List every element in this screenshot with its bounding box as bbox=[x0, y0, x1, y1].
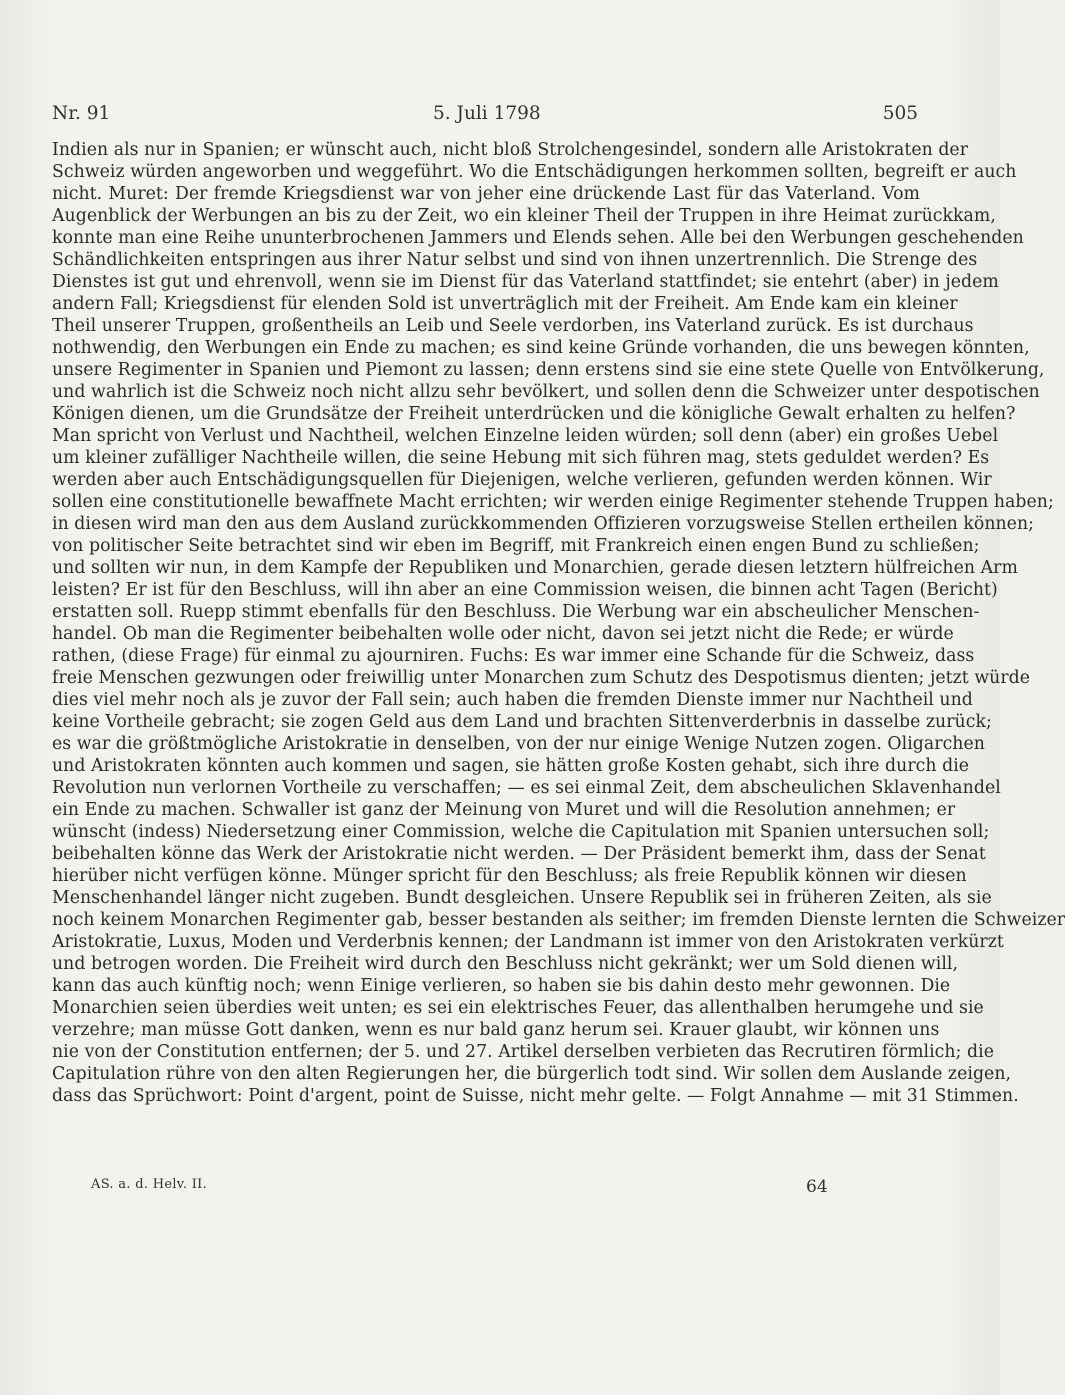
body-text bbox=[52, 139, 1065, 1107]
text-line: und wahrlich ist die Schweiz noch nicht allzu sehr bevölkert, und sollen denn die Schweizer unter despotischen bbox=[52, 382, 1040, 402]
text-line: beibehalten könne das Werk der Aristokratie nicht werden. — Der Präsident bemerkt ihm, dass der Senat bbox=[52, 844, 986, 864]
text-line: Theil unserer Truppen, großentheils an Leib und Seele verdorben, ins Vaterland zurück. Es ist durchaus bbox=[52, 316, 974, 336]
text-line: verzehre; man müsse Gott danken, wenn es nur bald ganz herum sei. Krauer glaubt, wir können uns bbox=[52, 1020, 940, 1040]
text-line: handel. Ob man die Regimenter beibehalten wolle oder nicht, davon sei jetzt nicht die Rede; er würde bbox=[52, 624, 954, 644]
text-line: unsere Regimenter in Spanien und Piemont zu lassen; denn erstens sind sie eine stete Quelle von Entvölkerung, bbox=[52, 360, 1045, 380]
text-line: werden aber auch Entschädigungsquellen für Diejenigen, welche verlieren, gefunden werden können. Wir bbox=[52, 470, 992, 490]
text-line: Schweiz würden angeworben und weggeführt. Wo die Entschädigungen herkommen sollten, begreift er auch bbox=[52, 162, 1017, 182]
text-line: Revolution nun verlornen Vortheile zu verschaffen; — es sei einmal Zeit, dem abscheulichen Sklavenhandel bbox=[52, 778, 1001, 798]
text-line: noch keinem Monarchen Regimenter gab, besser bestanden als seither; im fremden Dienste lernten die Schweizer bbox=[52, 910, 1065, 930]
text-line: sollen eine constitutionelle bewaffnete Macht errichten; wir werden einige Regimenter stehende Truppen haben; bbox=[52, 492, 1054, 512]
text-line: rathen, (diese Frage) für einmal zu ajourniren. Fuchs: Es war immer eine Schande für die Schweiz, dass bbox=[52, 646, 975, 666]
text-line: ein Ende zu machen. Schwaller ist ganz der Meinung von Muret und will die Resolution annehmen; er bbox=[52, 800, 956, 820]
text-line: und betrogen worden. Die Freiheit wird durch den Beschluss nicht gekränkt; wer um Sold dienen will, bbox=[52, 954, 959, 974]
text-line: von politischer Seite betrachtet sind wir eben im Begriff, mit Frankreich einen engen Bund zu schließen; bbox=[52, 536, 980, 556]
text-line: wünscht (indess) Niedersetzung einer Commission, welche die Capitulation mit Spanien untersuchen soll; bbox=[52, 822, 990, 842]
text-line: nicht. Muret: Der fremde Kriegsdienst war von jeher eine drückende Last für das Vaterland. Vom bbox=[52, 184, 920, 204]
text-line: Man spricht von Verlust und Nachtheil, welchen Einzelne leiden würden; soll denn (aber) ein großes Uebel bbox=[52, 426, 999, 446]
text-line: um kleiner zufälliger Nachtheile willen, die seine Hebung mit sich führen mag, stets geduldet werden? Es bbox=[52, 448, 990, 468]
document-date: 5. Juli 1798 bbox=[433, 103, 541, 124]
text-line: Aristokratie, Luxus, Moden und Verderbnis kennen; der Landmann ist immer von den Aristokraten verkürzt bbox=[52, 932, 1004, 952]
text-line: nothwendig, den Werbungen ein Ende zu machen; es sind keine Gründe vorhanden, die uns bewegen könnten, bbox=[52, 338, 1030, 358]
text-line: Capitulation rühre von den alten Regierungen her, die bürgerlich todt sind. Wir sollen dem Auslande zeigen, bbox=[52, 1064, 1012, 1084]
text-line: erstatten soll. Ruepp stimmt ebenfalls für den Beschluss. Die Werbung war ein abscheulicher Menschen- bbox=[52, 602, 980, 622]
page-header bbox=[52, 103, 918, 129]
text-line: es war die größtmögliche Aristokratie in denselben, von der nur einige Wenige Nutzen zogen. Oligarchen bbox=[52, 734, 985, 754]
text-line: dass das Sprüchwort: Point d'argent, point de Suisse, nicht mehr gelte. — Folgt Annahme — mit 31 Stimmen. bbox=[52, 1086, 1019, 1106]
text-line: hierüber nicht verfügen könne. Münger spricht für den Beschluss; als freie Republik können wir diesen bbox=[52, 866, 967, 886]
text-line: nie von der Constitution entfernen; der 5. und 27. Artikel derselben verbieten das Recrutiren förmlich; die bbox=[52, 1042, 994, 1062]
text-line: andern Fall; Kriegsdienst für elenden Sold ist unverträglich mit der Freiheit. Am Ende kam ein kleiner bbox=[52, 294, 958, 314]
text-line: leisten? Er ist für den Beschluss, will ihn aber an eine Commission weisen, die binnen acht Tagen (Bericht) bbox=[52, 580, 998, 600]
text-line: Indien als nur in Spanien; er wünscht auch, nicht bloß Strolchengesindel, sondern alle Aristokraten der bbox=[52, 140, 969, 160]
document-number: Nr. 91 bbox=[52, 103, 111, 124]
text-line: Königen dienen, um die Grundsätze der Freiheit unterdrücken und die königliche Gewalt erhalten zu helfen? bbox=[52, 404, 1016, 424]
source-abbreviation: AS. a. d. Helv. II. bbox=[91, 1177, 208, 1192]
text-line: Augenblick der Werbungen an bis zu der Zeit, wo ein kleiner Theil der Truppen in ihre Heimat zurückkam, bbox=[52, 206, 996, 226]
text-line: Monarchien seien überdies weit unten; es sei ein elektrisches Feuer, das allenthalben herumgehe und sie bbox=[52, 998, 984, 1018]
text-line: keine Vortheile gebracht; sie zogen Geld aus dem Land und brachten Sittenverderbnis in dasselbe zurück; bbox=[52, 712, 992, 732]
page-number: 505 bbox=[882, 103, 918, 124]
text-line: freie Menschen gezwungen oder freiwillig unter Monarchen zum Schutz des Despotismus dienten; jetzt würde bbox=[52, 668, 1031, 688]
text-line: Dienstes ist gut und ehrenvoll, wenn sie im Dienst für das Vaterland stattfindet; sie entehrt (aber) in jedem bbox=[52, 272, 999, 292]
text-line: kann das auch künftig noch; wenn Einige verlieren, so haben sie bis dahin desto mehr gewonnen. Die bbox=[52, 976, 951, 996]
text-line: in diesen wird man den aus dem Ausland zurückkommenden Offizieren vorzugsweise Stellen ertheilen können; bbox=[52, 514, 1035, 534]
text-line: dies viel mehr noch als je zuvor der Fall sein; auch haben die fremden Dienste immer nur Nachtheil und bbox=[52, 690, 973, 710]
text-line: und Aristokraten könnten auch kommen und sagen, sie hätten große Kosten gehabt, sich ihre durch die bbox=[52, 756, 970, 776]
page-footer bbox=[91, 1177, 828, 1199]
text-line: Menschenhandel länger nicht zugeben. Bundt desgleichen. Unsere Republik sei in früheren Zeiten, als sie bbox=[52, 888, 992, 908]
signature-number: 64 bbox=[806, 1177, 828, 1197]
text-line: konnte man eine Reihe ununterbrochenen Jammers und Elends sehen. Alle bei den Werbungen geschehenden bbox=[52, 228, 1024, 248]
text-line: Schändlichkeiten entspringen aus ihrer Natur selbst und sind von ihnen unzertrennlich. Die Strenge des bbox=[52, 250, 978, 270]
text-line: und sollten wir nun, in dem Kampfe der Republiken und Monarchien, gerade diesen letztern hülfreichen Arm bbox=[52, 558, 1018, 578]
